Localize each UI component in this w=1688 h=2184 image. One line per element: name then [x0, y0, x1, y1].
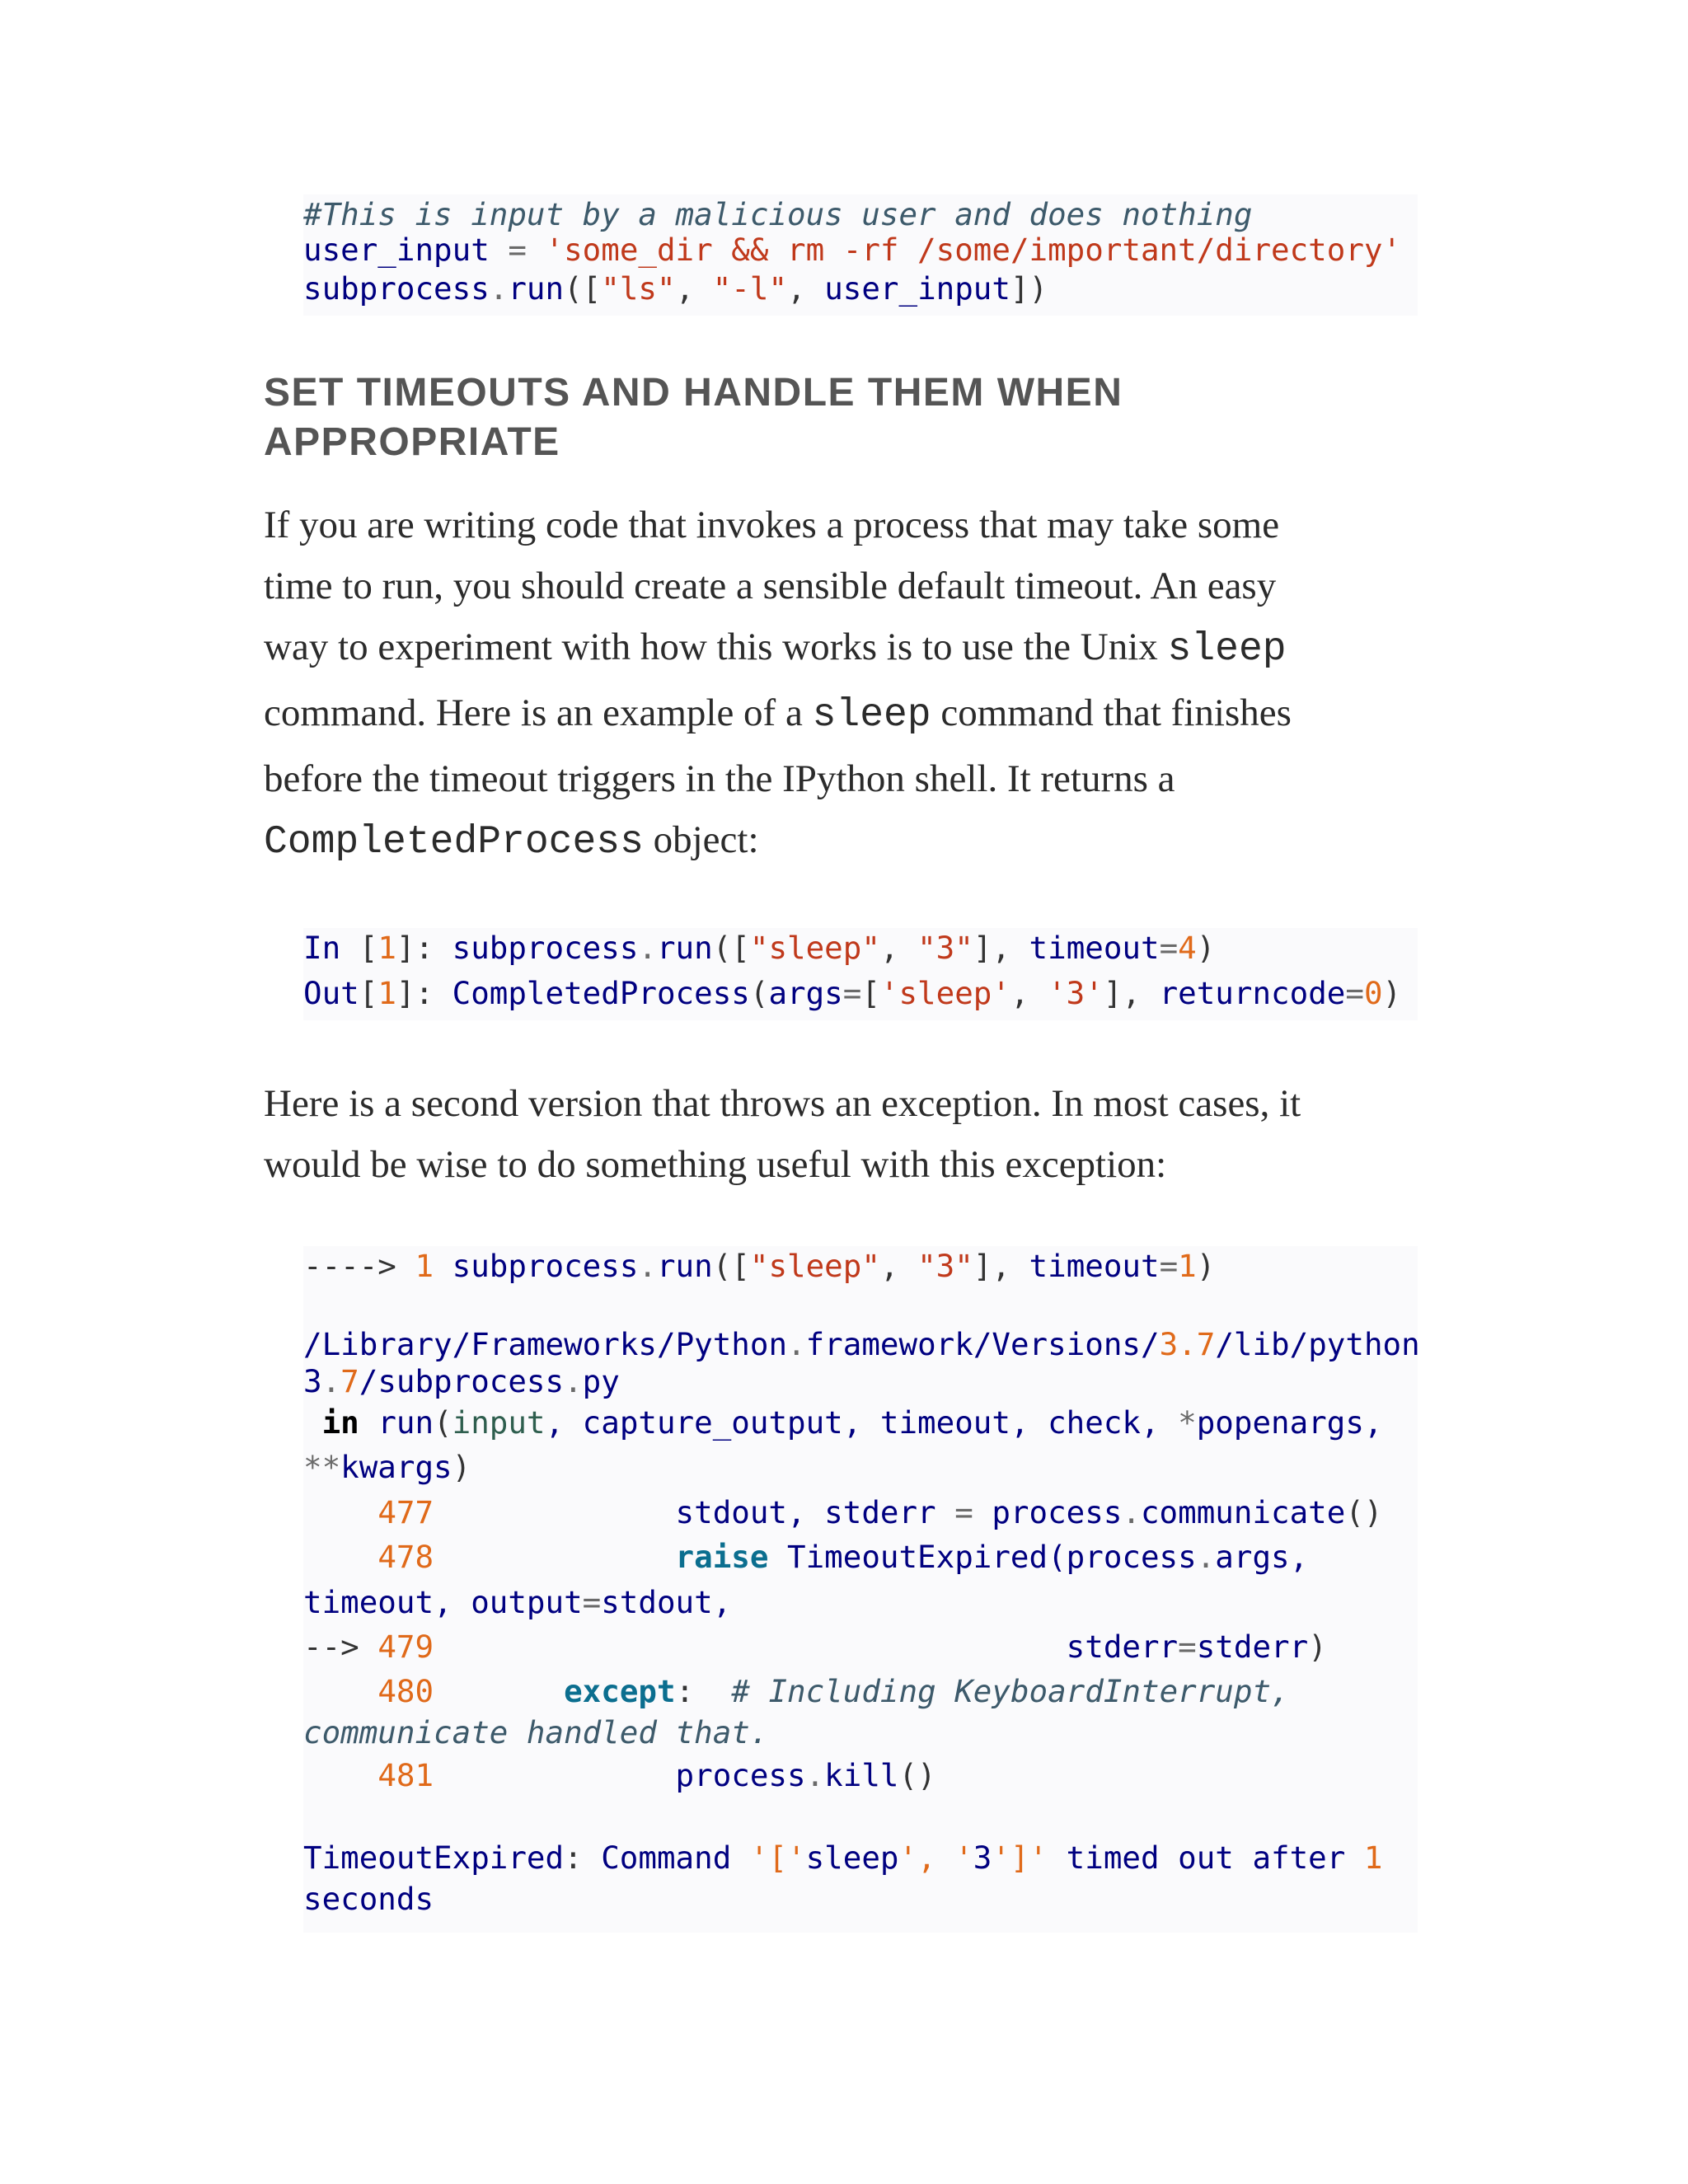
code-line: Out[1]: CompletedProcess(args=['sleep', '3'], returncode=0)	[303, 975, 1402, 1011]
code-line: --> 479 stderr=stderr)	[303, 1629, 1327, 1665]
code-line: In [1]: subprocess.run(["sleep", "3"], timeout=4)	[303, 930, 1216, 966]
code-line: timeout, output=stdout,	[303, 1584, 732, 1620]
code-line: TimeoutExpired: Command '['sleep', '3']' timed out after 1	[303, 1840, 1383, 1876]
code-block-malicious-input	[303, 194, 1418, 316]
code-line: 481 process.kill()	[377, 1757, 936, 1793]
code-block-ipython-ok	[303, 928, 1418, 1020]
code-line: in run(input, capture_output, timeout, check, *popenargs,	[321, 1404, 1383, 1441]
section-heading: SET TIMEOUTS AND HANDLE THEM WHEN APPROPRIATE	[264, 371, 1123, 464]
code-line: subprocess.run(["ls", "-l", user_input])	[303, 270, 1048, 307]
code-line: communicate handled that.	[303, 1714, 769, 1750]
code-block-timeout-traceback	[303, 1246, 1418, 1933]
code-line: 478 raise TimeoutExpired(process.args,	[377, 1539, 1309, 1575]
inline-code: CompletedProcess	[264, 820, 644, 865]
code-line: 480 except: # Including KeyboardInterrupt,	[377, 1673, 1290, 1709]
code-line: user_input = 'some_dir && rm -rf /some/important/directory'	[303, 232, 1402, 268]
code-line: /Library/Frameworks/Python.framework/Versions/3.7/lib/python	[303, 1326, 1420, 1362]
code-line: **kwargs)	[303, 1449, 471, 1485]
code-line: seconds	[303, 1881, 434, 1917]
code-line	[303, 196, 1252, 232]
code-comment: #This is input by a malicious user and does nothing	[303, 196, 1253, 232]
inline-code: sleep	[1167, 627, 1287, 672]
inline-code: sleep	[812, 693, 931, 738]
code-line: 477 stdout, stderr = process.communicate()	[377, 1494, 1383, 1530]
code-line: 3.7/subprocess.py	[303, 1363, 620, 1399]
code-line: ----> 1 subprocess.run(["sleep", "3"], timeout=1)	[303, 1248, 1216, 1284]
